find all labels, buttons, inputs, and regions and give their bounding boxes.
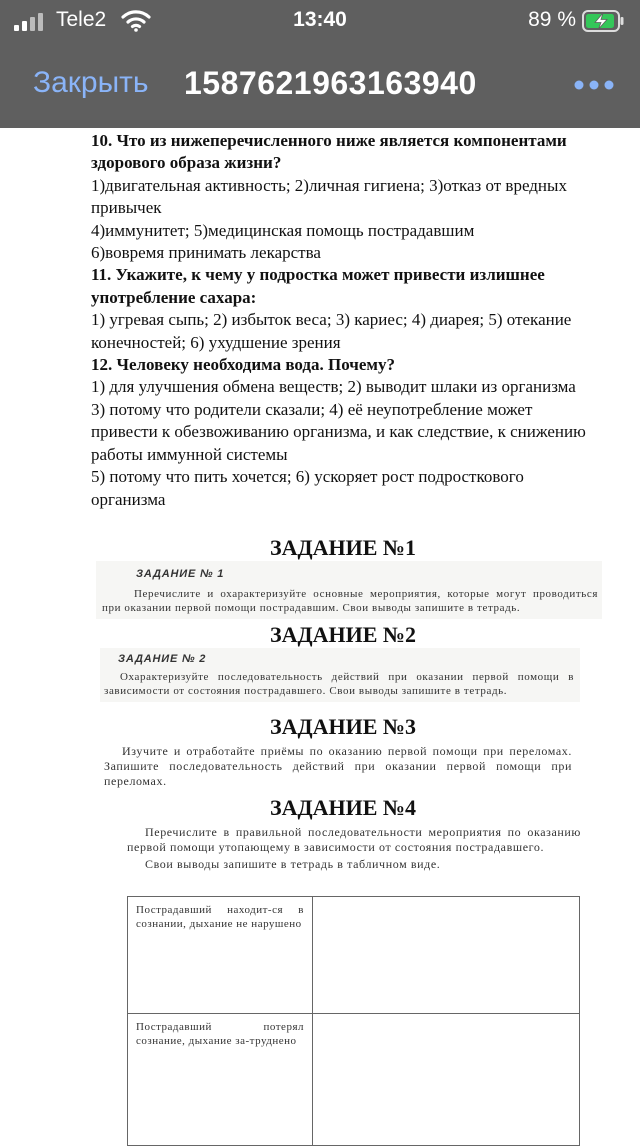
question-answer: 6)вовремя принимать лекарства (91, 243, 321, 263)
task-scan-label: ЗАДАНИЕ № 1 (136, 568, 225, 580)
question-title: 10. Что из нижеперечисленного ниже является компонентами здорового образа жизни? (91, 131, 567, 173)
task-scan (96, 561, 602, 619)
task-scan (100, 648, 580, 702)
battery-charging-icon (582, 10, 624, 32)
task-text: Перечислите и охарактеризуйте основные мероприятия, которые могут проводиться при оказании первой помощи пострадавшим. Свои выводы запишите в тетрадь. (102, 588, 598, 614)
answer-table (127, 896, 580, 1146)
task-text: Перечислите в правильной последовательности мероприятия по оказанию первой помощи утопающему в зависимости от состояния пострадавшего. (127, 825, 581, 854)
task-text: Охарактеризуйте последовательность действий при оказании первой помощи в зависимости от состояния пострадавшего. Свои выводы запишите в тетрадь. (104, 671, 574, 697)
task-scan (104, 744, 572, 789)
table-cell-empty (313, 897, 580, 1014)
question-title: 12. Человеку необходима вода. Почему? (91, 355, 395, 375)
clock: 13:40 (293, 8, 347, 31)
question-title: 11. Укажите, к чему у подростка может привести излишнее употребление сахара: (91, 265, 545, 307)
question-answer: 1)двигательная активность; 2)личная гигиена; 3)отказ от вредных привычек (91, 175, 567, 218)
carrier-name: Tele2 (56, 8, 107, 31)
table-cell-label: Пострадавший потерял сознание, дыхание за-труднено (128, 1014, 313, 1146)
table-row (128, 897, 580, 1014)
question-answer: 3) потому что родители сказали; 4) её неупотребление может привести к обезвоживанию организма, и как следствие, к снижению работы иммунной системы (91, 399, 586, 464)
navigation-bar (0, 44, 640, 128)
question-answer: 5) потому что пить хочется; 6) ускоряет рост подросткового организма (91, 467, 524, 509)
question-answer: 4)иммунитет; 5)медицинская помощь пострадавшим (91, 220, 475, 240)
task-text-2: Свои выводы запишите в тетрадь в табличном виде. (145, 857, 441, 871)
status-bar (0, 0, 640, 44)
question-answer: 1) для улучшения обмена веществ; 2) выводит шлаки из организма (91, 377, 576, 397)
table-cell-label: Пострадавший находит-ся в сознании, дыхание не нарушено (128, 897, 313, 1014)
table-row (128, 1014, 580, 1146)
question-answer: 1) угревая сыпь; 2) избыток веса; 3) кариес; 4) диарея; 5) отекание конечностей; 6) ухудшение зрения (91, 310, 572, 352)
task-scan-label: ЗАДАНИЕ № 2 (118, 653, 207, 665)
task-text: Изучите и отработайте приёмы по оказанию первой помощи при переломах. Запишите последовательность действий при оказании первой помощи при переломах. (104, 744, 572, 788)
task-heading: ЗАДАНИЕ №3 (269, 714, 417, 739)
close-button[interactable]: Закрыть (33, 66, 149, 99)
task-scan (127, 825, 581, 872)
table-cell-empty (313, 1014, 580, 1146)
task-heading: ЗАДАНИЕ №1 (269, 535, 417, 560)
more-options-icon[interactable] (574, 80, 614, 90)
questions-block (91, 130, 601, 511)
battery-percentage: 89 % (528, 8, 576, 31)
task-heading: ЗАДАНИЕ №4 (269, 795, 417, 820)
task-heading: ЗАДАНИЕ №2 (269, 622, 417, 647)
document-view[interactable] (0, 128, 640, 1136)
document-title: 1587621963163940 (184, 65, 477, 101)
